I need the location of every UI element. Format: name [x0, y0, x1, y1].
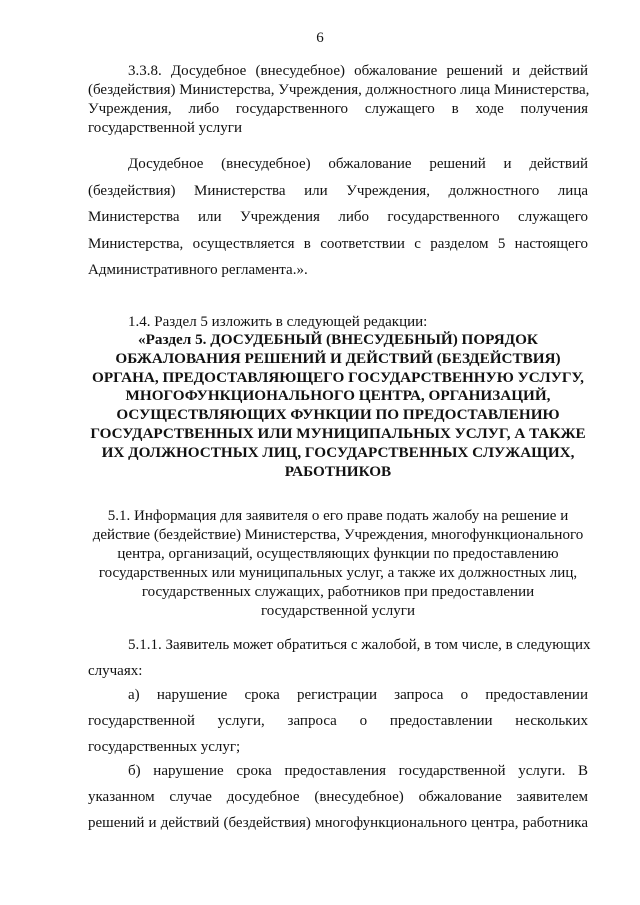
section-3-3-8-heading: [88, 62, 588, 138]
text-line: Административного регламента.».: [88, 262, 308, 278]
text-line: решений и действий (бездействия) многофункционального центра, работника: [88, 815, 588, 831]
text-line: государственной услуги: [88, 120, 242, 136]
text-line: Министерства или Учреждения либо государственного служащего: [88, 209, 588, 225]
section-5-1-1: [88, 632, 591, 684]
text-line: 3.3.8. Досудебное (внесудебное) обжалование решений и действий: [128, 63, 588, 79]
text-line: Досудебное (внесудебное) обжалование решений и действий: [128, 156, 588, 172]
text-line: государственных или муниципальных услуг, а также их должностных лиц,: [98, 565, 578, 581]
list-item-a: [88, 682, 588, 760]
text-line: государственных служащих, работников при предоставлении: [141, 584, 535, 600]
heading-line: ОСУЩЕСТВЛЯЮЩИХ ФУНКЦИИ ПО ПРЕДОСТАВЛЕНИЮ: [116, 406, 560, 424]
text-line: (бездействия) Министерства, Учреждения, должностного лица Министерства,: [88, 82, 590, 98]
item-1-4: [128, 313, 588, 332]
section-3-3-8-paragraph: [88, 151, 588, 284]
text-line: Министерства, осуществляется в соответствии с разделом 5 настоящего: [88, 235, 588, 252]
text-line: государственной услуги, запроса о предоставлении нескольких: [88, 713, 588, 729]
text-line: действие (бездействие) Министерства, Учреждения, многофункционального: [92, 527, 584, 543]
heading-line: РАБОТНИКОВ: [284, 462, 392, 480]
heading-line: МНОГОФУНКЦИОНАЛЬНОГО ЦЕНТРА, ОРГАНИЗАЦИЙ,: [125, 387, 551, 405]
heading-line: ГОСУДАРСТВЕННЫХ ИЛИ МУНИЦИПАЛЬНЫХ УСЛУГ, А ТАКЖЕ: [90, 424, 586, 442]
text-line: указанном случае досудебное (внесудебное) обжалование заявителем: [88, 789, 588, 805]
text-line: а) нарушение срока регистрации запроса о предоставлении: [128, 687, 588, 703]
list-item-b: [88, 758, 588, 836]
section-5-1-heading: [86, 507, 590, 621]
heading-line: «Раздел 5. ДОСУДЕБНЫЙ (ВНЕСУДЕБНЫЙ) ПОРЯДОК: [138, 331, 538, 348]
text-line: 1.4. Раздел 5 изложить в следующей редакции:: [128, 314, 428, 330]
text-line: центра, организаций, осуществляющих функции по предоставлению: [117, 546, 559, 562]
text-line: (бездействия) Министерства или Учреждения, должностного лица: [88, 182, 588, 199]
section-5-heading: [86, 331, 590, 481]
text-line: государственных услуг;: [88, 739, 241, 755]
page-number: 6: [316, 30, 324, 46]
heading-line: ИХ ДОЛЖНОСТНЫХ ЛИЦ, ГОСУДАРСТВЕННЫХ СЛУЖАЩИХ,: [101, 443, 575, 461]
text-line: 5.1. Информация для заявителя о его праве подать жалобу на решение и: [107, 508, 569, 524]
text-line: Учреждения, либо государственного служащего в ходе получения: [88, 101, 588, 117]
text-line: 5.1.1. Заявитель может обратиться с жалобой, в том числе, в следующих: [128, 637, 591, 653]
text-line: случаях:: [88, 663, 143, 679]
heading-line: ОБЖАЛОВАНИЯ РЕШЕНИЙ И ДЕЙСТВИЙ (БЕЗДЕЙСТВИЯ): [115, 349, 561, 367]
heading-line: ОРГАНА, ПРЕДОСТАВЛЯЮЩЕГО ГОСУДАРСТВЕННУЮ УСЛУГУ,: [92, 368, 584, 386]
text-line: б) нарушение срока предоставления государственной услуги. В: [128, 763, 588, 779]
text-line: государственной услуги: [261, 603, 415, 619]
